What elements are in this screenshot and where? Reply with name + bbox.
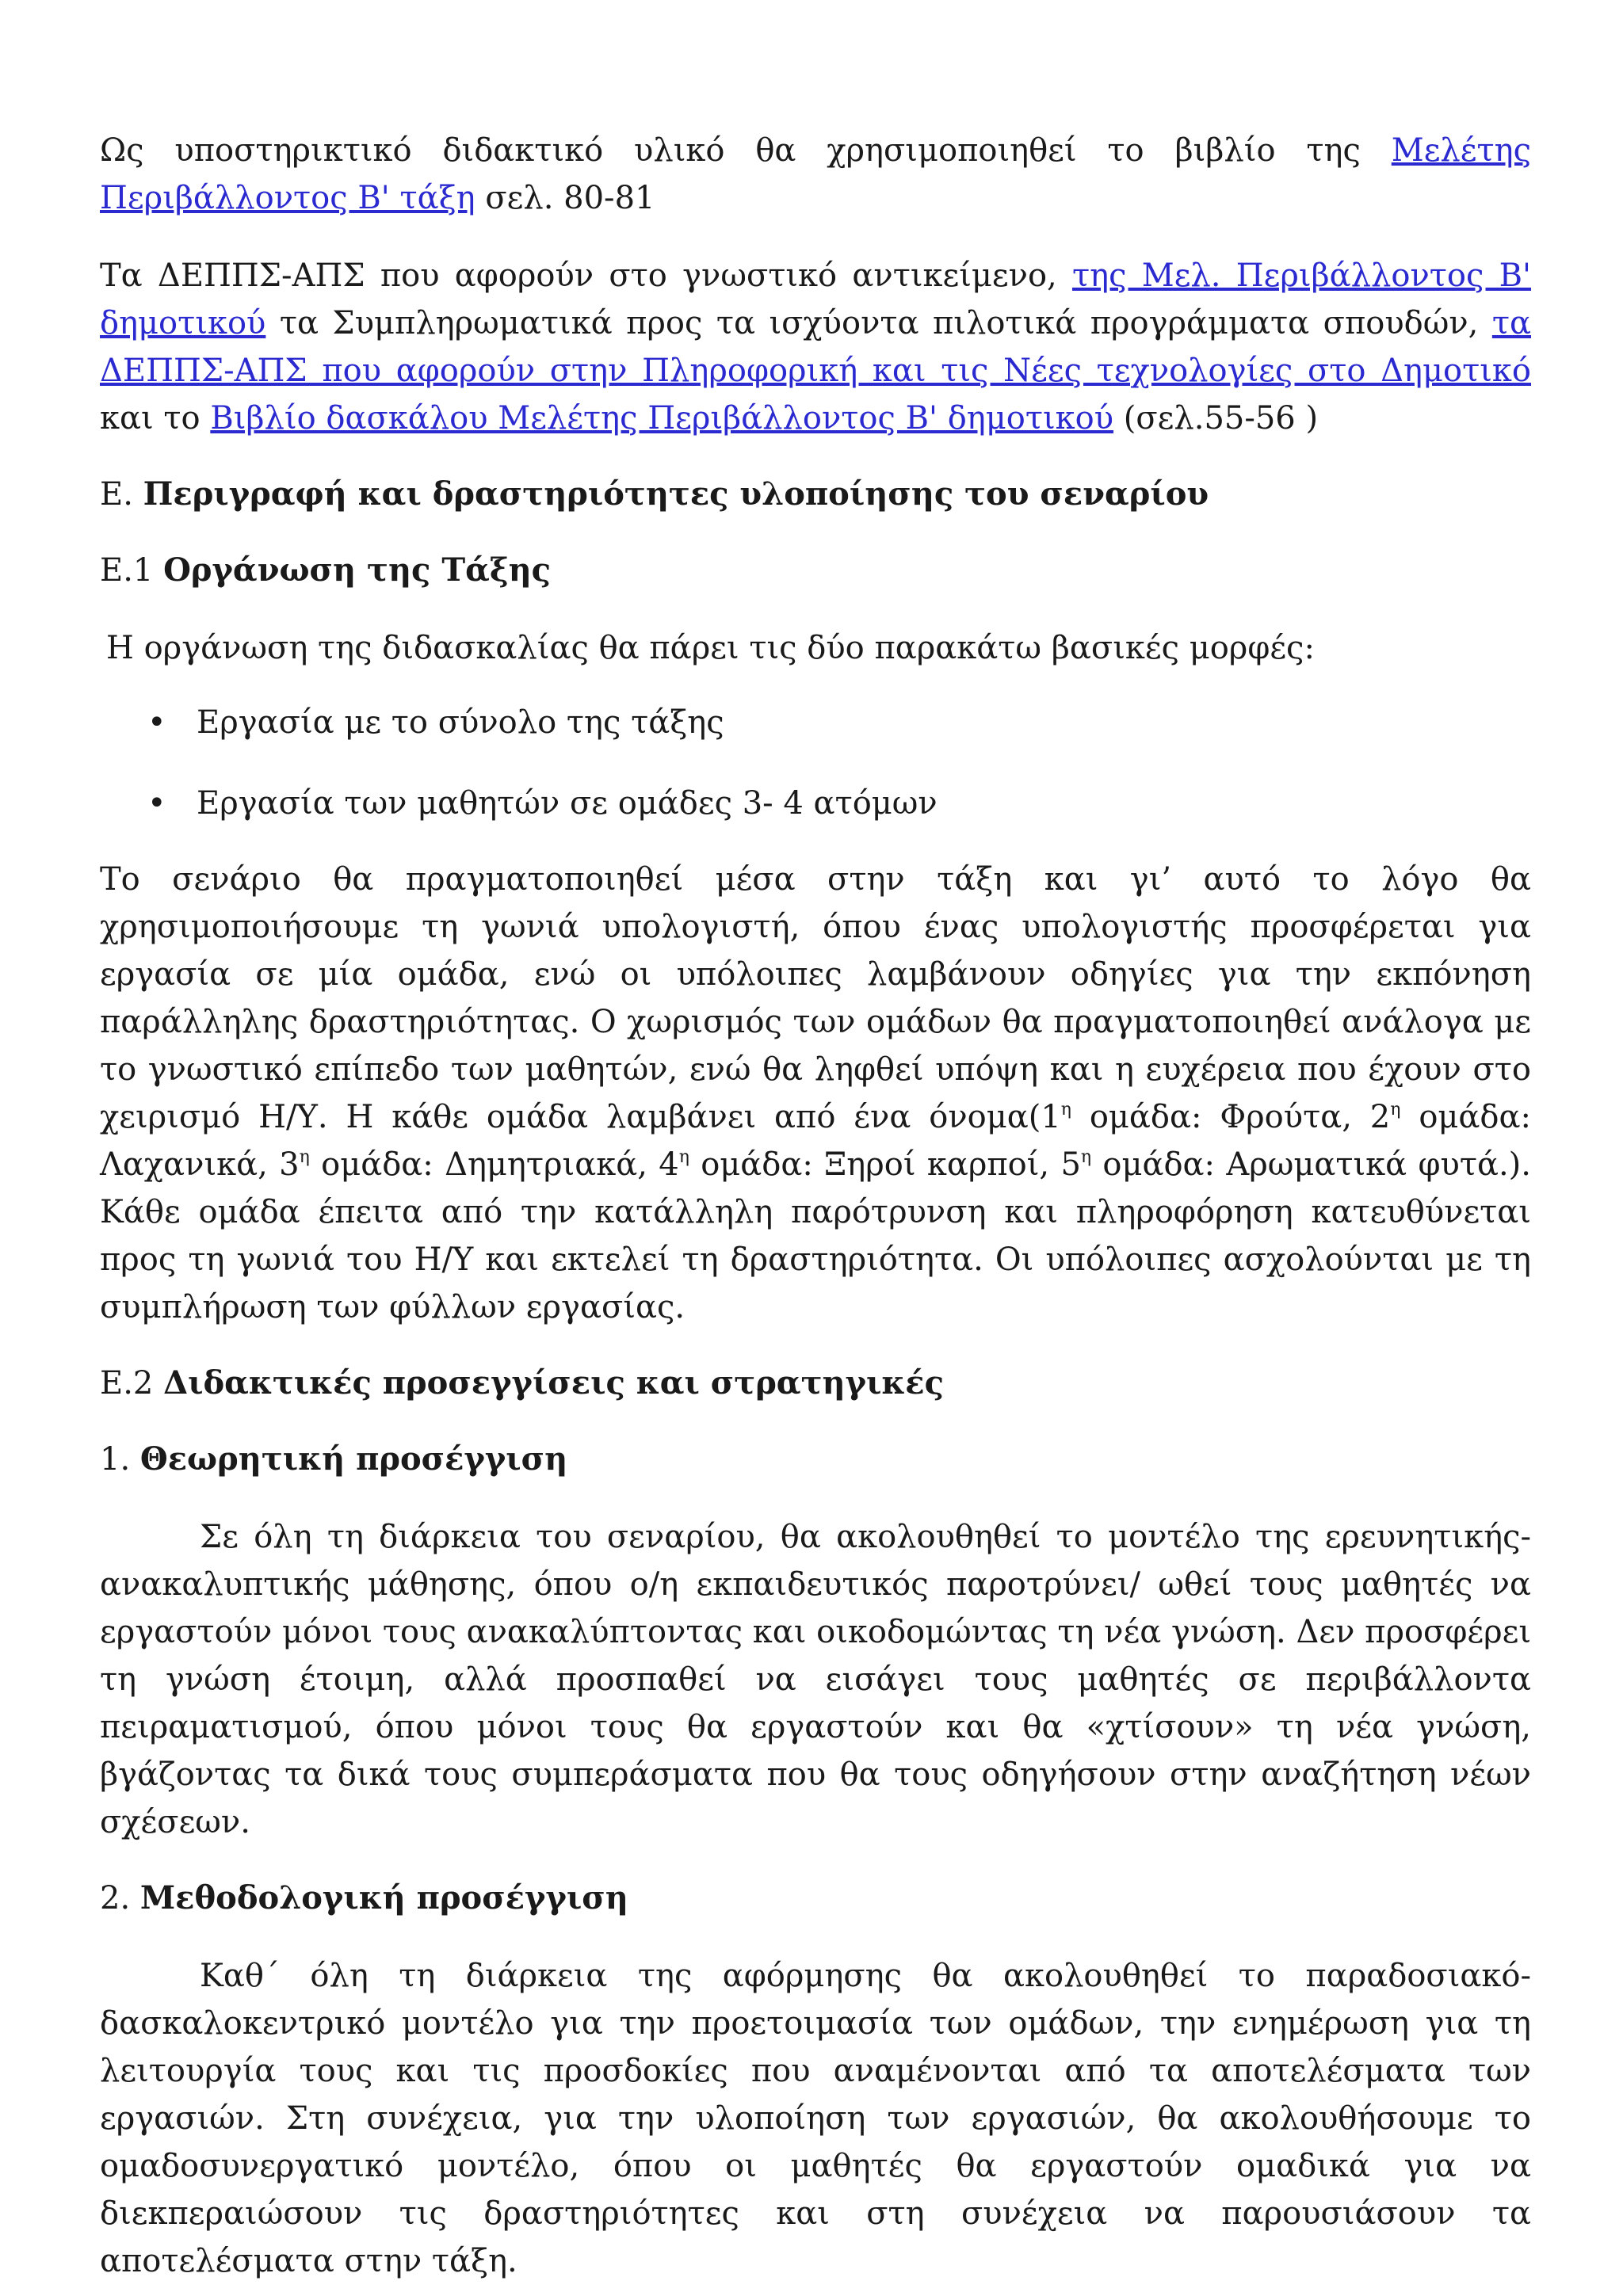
section-e1-heading: Ε.1 Οργάνωση της Τάξης xyxy=(100,551,552,589)
section-e2-heading: Ε.2 Διδακτικές προσεγγίσεις και στρατηγικές xyxy=(100,1364,944,1402)
document-page xyxy=(100,127,1531,2285)
paragraph-theory: Σε όλη τη διάρκεια του σεναρίου, θα ακολουθηθεί το μοντέλο της ερευνητικής-ανακαλυπτικής μάθησης, όπου ο/η εκπαιδευτικός παροτρύνει/ ωθεί τους μαθητές να εργαστούν μόνοι τους ανακαλύπτοντας και οικοδομώντας τη νέα γνώση. Δεν προσφέρει τη γνώση έτοιμη, αλλά προσπαθεί να εισάγει τους μαθητές σε περιβάλλοντα πειραματισμού, όπου μόνοι τους θα εργαστούν και θα «χτίσουν» τη νέα γνώση, βγάζοντας τα δικά τους συμπεράσματα που θα τους οδηγήσουν στην αναζήτηση νέων σχέσεων. xyxy=(100,1519,1531,1840)
subsection-theory-heading: 1. Θεωρητική προσέγγιση xyxy=(100,1440,568,1478)
organization-list xyxy=(100,699,1531,827)
link-mel-periballontos-dimotikou[interactable]: της Μελ. Περιβάλλοντος Β' δημοτικού xyxy=(100,257,1531,341)
bullet-icon: • xyxy=(147,704,166,741)
section-e-heading: Ε. Περιγραφή και δραστηριότητες υλοποίησης του σεναρίου xyxy=(100,475,1209,513)
paragraph-support-material: Ως υποστηρικτικό διδακτικό υλικό θα χρησιμοποιηθεί το βιβλίο της Μελέτης Περιβάλλοντος Β' τάξη σελ. 80-81 xyxy=(100,132,1531,216)
organization-intro: Η οργάνωση της διδασκαλίας θα πάρει τις δύο παρακάτω βασικές μορφές: xyxy=(106,630,1315,666)
link-meleti-periballontos-b[interactable]: Μελέτης Περιβάλλοντος Β' τάξη xyxy=(100,132,1531,216)
list-item: • Εργασία με το σύνολο της τάξης xyxy=(100,699,1531,746)
bullet-icon: • xyxy=(147,785,166,822)
subsection-method-heading: 2. Μεθοδολογική προσέγγιση xyxy=(100,1879,628,1917)
list-item: • Εργασία των μαθητών σε ομάδες 3- 4 ατόμων xyxy=(100,780,1531,827)
link-depps-pliroforiki[interactable]: τα ΔΕΠΠΣ-ΑΠΣ που αφορούν στην Πληροφορική και τις Νέες τεχνολογίες στο Δημοτικό xyxy=(100,305,1531,389)
link-vivlio-daskalou[interactable]: Βιβλίο δασκάλου Μελέτης Περιβάλλοντος Β' δημοτικού xyxy=(210,400,1114,437)
paragraph-scenario: Το σενάριο θα πραγματοποιηθεί μέσα στην τάξη και γι’ αυτό το λόγο θα χρησιμοποιήσουμε τη γωνιά υπολογιστή, όπου ένας υπολογιστής προσφέρεται για εργασία σε μία ομάδα, ενώ οι υπόλοιπες λαμβάνουν οδηγίες για την εκπόνηση παράλληλης δραστηριότητας. Ο χωρισμός των ομάδων θα πραγματοποιηθεί ανάλογα με το γνωστικό επίπεδο των μαθητών, ενώ θα ληφθεί υπόψη και η ευχέρεια που έχουν στο χειρισμό Η/Υ. Η κάθε ομάδα λαμβάνει από ένα $ό\nu o\mu\alpha(1^\eta$ ομάδα: Φρούτα, $2^\eta$ ομάδα: Λαχανικά, $3^\eta$ ομάδα: Δημητριακά, $4^\eta$ ομάδα: Ξηροί καρποί, $5^\eta$ ομάδα: Αρωματικά φυτά.). Κάθε ομάδα έπειτα από την κατάλληλη παρότρυνση και πληροφόρηση κατευθύνεται προς τη γωνιά του Η/Υ και εκτελεί τη δραστηριότητα. Οι υπόλοιπες ασχολούνται με τη συμπλήρωση των φύλλων εργασίας. xyxy=(100,861,1531,1325)
paragraph-method: Καθ΄ όλη τη διάρκεια της αφόρμησης θα ακολουθηθεί το παραδοσιακό-δασκαλοκεντρικό μοντέλο για την προετοιμασία των ομάδων, την ενημέρωση για τη λειτουργία τους και τις προσδοκίες που αναμένονται από τα αποτελέσματα των εργασιών. Στη συνέχεια, για την υλοποίηση των εργασιών, θα ακολουθήσουμε το ομαδοσυνεργατικό μοντέλο, όπου οι μαθητές θα εργαστούν ομαδικά για να διεκπεραιώσουν τις δραστηριότητες και στη συνέχεια να παρουσιάσουν τα αποτελέσματα στην τάξη. xyxy=(100,1958,1531,2279)
paragraph-curriculum-refs: Τα ΔΕΠΠΣ-ΑΠΣ που αφορούν στο γνωστικό αντικείμενο, της Μελ. Περιβάλλοντος Β' δημοτικού τα Συμπληρωματικά προς τα ισχύοντα πιλοτικά προγράμματα σπουδών, τα ΔΕΠΠΣ-ΑΠΣ που αφορούν στην Πληροφορική και τις Νέες τεχνολογίες στο Δημοτικό και το Βιβλίο δασκάλου Μελέτης Περιβάλλοντος Β' δημοτικού (σελ.55-56 ) xyxy=(100,257,1531,437)
